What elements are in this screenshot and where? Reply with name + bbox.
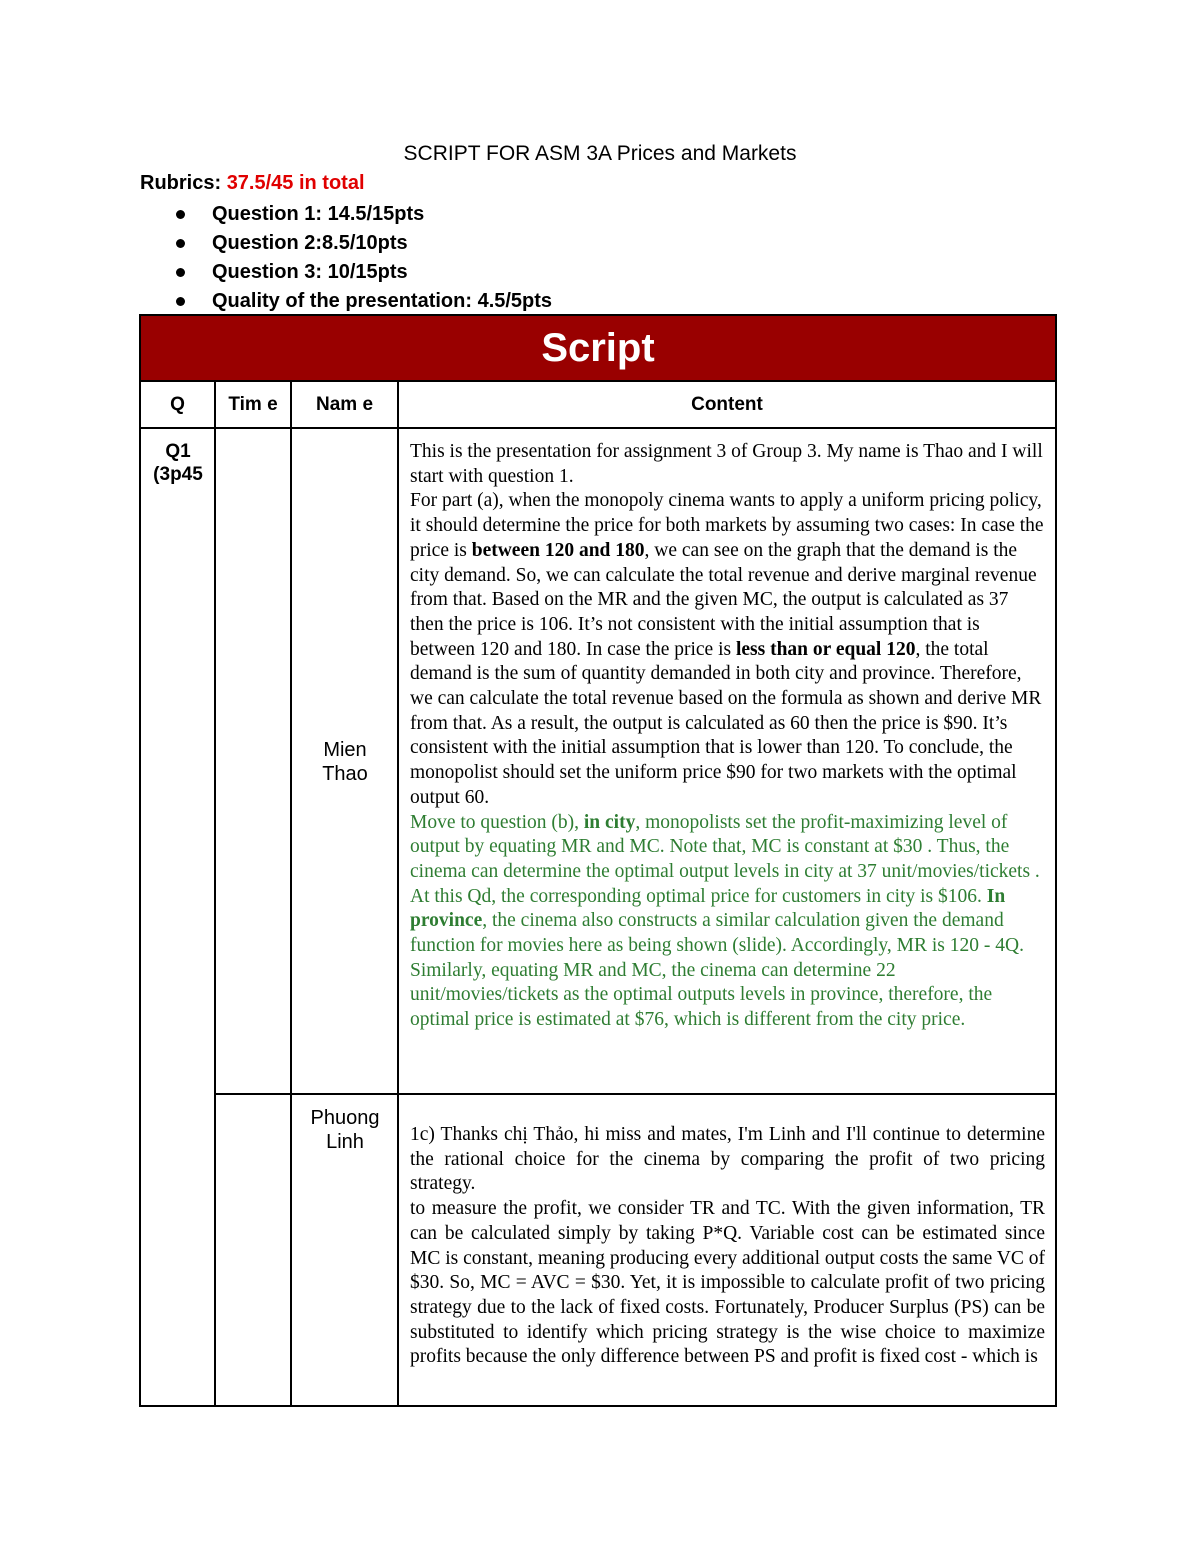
header-content: Content (691, 394, 763, 415)
rubric-item-q2: Question 2:8.5/10pts (172, 230, 552, 259)
col-divider-q (214, 382, 216, 1405)
col-divider-name (397, 382, 399, 1405)
presenter-name: Phuong Linh (310, 1107, 380, 1153)
header-divider (141, 427, 1055, 429)
content-cell (410, 1123, 1045, 1370)
rubrics-line (140, 172, 365, 195)
rubrics-total: 37.5/45 in total (226, 172, 365, 194)
content-paragraph: This is the presentation for assignment 3 of Group 3. My name is Thao and I will start with question 1. (410, 441, 1043, 487)
content-paragraph: Move to question (b), in city, monopolists set the profit-maximizing level of output by equating MR and MC. Note that, MC is constant at $30 . Thus, the cinema can determine the optimal output levels in city at 37 unit/movies/tickets . At this Qd, the corresponding optimal price for customers in city is $106. In province, the cinema also constructs a similar calculation given the demand function for movies here as being shown (slide). Accordingly, MR is 120 - 4Q. Similarly, equating MR and MC, the cinema can determine 22 unit/movies/tickets as the optimal outputs levels in province, therefore, the optimal price is estimated at $76, which is different from the city price. (410, 811, 1040, 1031)
row-divider (215, 1093, 1055, 1095)
header-name: Nam e (315, 394, 374, 415)
rubric-item-quality: Quality of the presentation: 4.5/5pts (172, 288, 552, 317)
script-banner: Script (141, 316, 1055, 380)
col-divider-time (290, 382, 292, 1405)
header-time: Tim e (228, 394, 278, 415)
rubrics-label: Rubrics: (140, 172, 227, 194)
content-cell (410, 440, 1045, 1033)
content-paragraph: to measure the profit, we consider TR and TC. With the given information, TR can be calculated simply by taking P*Q. Variable cost can be estimated since MC is constant, meaning producing every additional output costs the same VC of $30. So, MC = AVC = $30. Yet, it is impossible to calculate profit of two pricing strategy due to the lack of fixed costs. Fortunately, Producer Surplus (PS) can be substituted to identify which pricing strategy is the wise choice to maximize profits because the only difference between PS and profit is fixed cost - which is (410, 1198, 1045, 1368)
presenter-name: Mien Thao (322, 739, 368, 785)
content-paragraph: 1c) Thanks chị Thảo, hi miss and mates, I'm Linh and I'll continue to determine the rational choice for the cinema by comparing the profit of two pricing strategy. (410, 1124, 1045, 1195)
document-title: SCRIPT FOR ASM 3A Prices and Markets (403, 142, 797, 165)
question-cell: Q1 (3p45 (153, 441, 203, 485)
header-q: Q (170, 394, 185, 415)
rubric-list (172, 201, 552, 317)
rubric-item-q1: Question 1: 14.5/15pts (172, 201, 552, 230)
content-paragraph: For part (a), when the monopoly cinema wants to apply a uniform pricing policy, it should determine the price for both markets by assuming two cases: In case the price is between 120 and 180, we can see on the graph that the demand is the city demand. So, we can calculate the total revenue and derive marginal revenue from that. Based on the MR and the given MC, the output is calculated as 37 then the price is 106. It’s not consistent with the initial assumption that is between 120 and 180. In case the price is less than or equal 120, the total demand is the sum of quantity demanded in both city and province. Therefore, we can calculate the total revenue based on the formula as shown and derive MR from that. As a result, the output is calculated as 60 then the price is $90. It’s consistent with the initial assumption that is lower than 120. To conclude, the monopolist should set the uniform price $90 for two markets with the optimal output 60. (410, 490, 1044, 808)
rubric-item-q3: Question 3: 10/15pts (172, 259, 552, 288)
